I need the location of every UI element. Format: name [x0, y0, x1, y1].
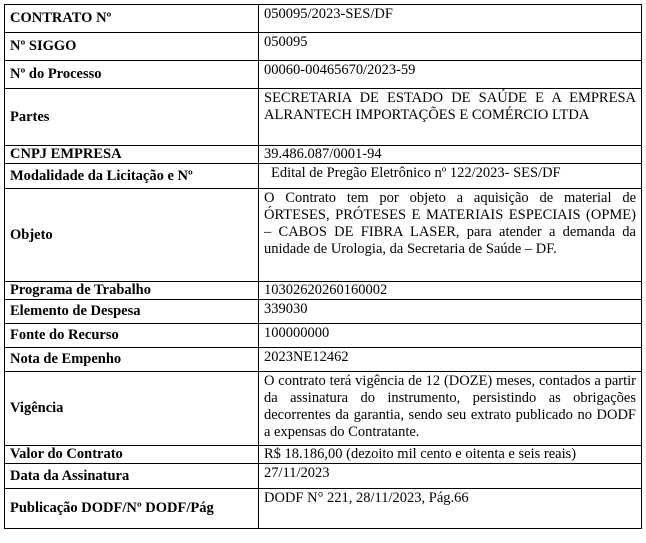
field-value: 27/11/2023	[259, 464, 642, 489]
table-row	[5, 61, 642, 89]
field-label: Valor do Contrato	[5, 446, 259, 464]
table-row	[5, 372, 642, 446]
field-value: 10302620260160002	[259, 282, 642, 300]
field-label: Modalidade da Licitação e Nº	[5, 164, 259, 189]
field-value: SECRETARIA DE ESTADO DE SAÚDE E A EMPRESA ALRANTECH IMPORTAÇÕES E COMÉRCIO LTDA	[259, 89, 642, 146]
field-value: Edital de Pregão Eletrônico nº 122/2023- SES/DF	[259, 164, 642, 189]
field-label: Elemento de Despesa	[5, 300, 259, 324]
field-value: 100000000	[259, 324, 642, 348]
table-row	[5, 189, 642, 282]
table-row	[5, 146, 642, 164]
table-row	[5, 164, 642, 189]
table-row	[5, 446, 642, 464]
field-label: Publicação DODF/Nº DODF/Pág	[5, 489, 259, 529]
field-label: Vigência	[5, 372, 259, 446]
table-row	[5, 464, 642, 489]
field-value: 2023NE12462	[259, 348, 642, 372]
table-row	[5, 33, 642, 61]
field-label: Partes	[5, 89, 259, 146]
field-value: 39.486.087/0001-94	[259, 146, 642, 164]
field-label: CNPJ EMPRESA	[5, 146, 259, 164]
field-label: Nota de Empenho	[5, 348, 259, 372]
table-row	[5, 348, 642, 372]
field-value: O Contrato tem por objeto a aquisição de material de ÓRTESES, PRÓTESES E MATERIAIS ESPECIAIS (OPME) – CABOS DE FIBRA LASER, para atender a demanda da unidade de Urologia, da Secretaria de Saúde – DF.	[259, 189, 642, 282]
field-value: 339030	[259, 300, 642, 324]
table-row	[5, 282, 642, 300]
table-row	[5, 324, 642, 348]
field-value: 00060-00465670/2023-59	[259, 61, 642, 89]
field-label: Data da Assinatura	[5, 464, 259, 489]
field-label: Nº SIGGO	[5, 33, 259, 61]
field-value: 050095/2023-SES/DF	[259, 5, 642, 33]
field-value: DODF N° 221, 28/11/2023, Pág.66	[259, 489, 642, 529]
field-label: Programa de Trabalho	[5, 282, 259, 300]
table-row	[5, 489, 642, 529]
field-value: 050095	[259, 33, 642, 61]
field-value: O contrato terá vigência de 12 (DOZE) meses, contados a partir da assinatura do instrumento, persistindo as obrigações decorrentes da garantia, sendo seu extrato publicado no DODF a expensas do Contratante.	[259, 372, 642, 446]
field-label: CONTRATO Nº	[5, 5, 259, 33]
field-value: R$ 18.186,00 (dezoito mil cento e oitenta e seis reais)	[259, 446, 642, 464]
field-label: Nº do Processo	[5, 61, 259, 89]
contract-extract-table	[4, 4, 642, 529]
table-row	[5, 300, 642, 324]
table-row	[5, 89, 642, 146]
field-label: Objeto	[5, 189, 259, 282]
field-label: Fonte do Recurso	[5, 324, 259, 348]
table-row	[5, 5, 642, 33]
